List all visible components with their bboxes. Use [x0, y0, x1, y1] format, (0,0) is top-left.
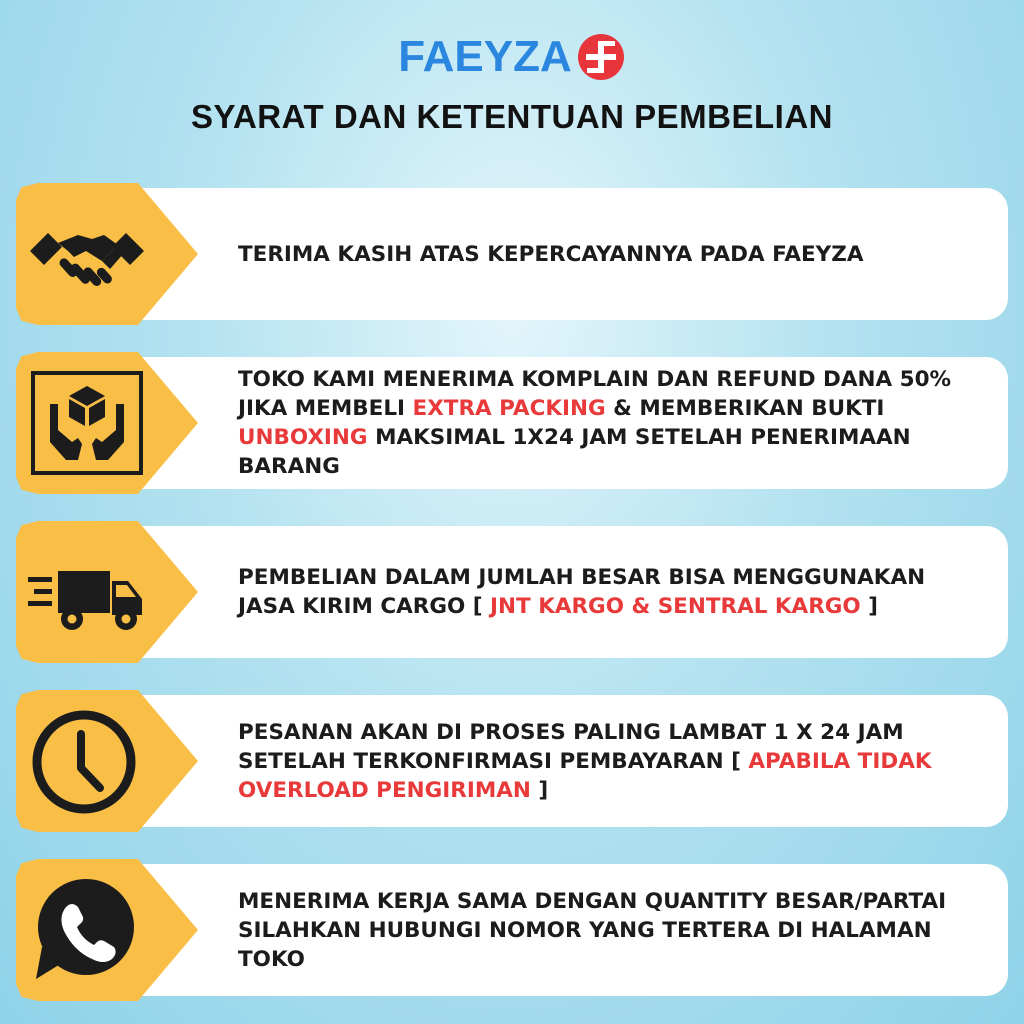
terms-text: [238, 352, 988, 494]
brand-name: FAEYZA: [398, 32, 572, 81]
terms-item-5: [16, 859, 1008, 1001]
terms-text-segment: MAKSIMAL 1X24 JAM SETELAH PENERIMAAN BARANG: [238, 425, 911, 479]
terms-highlight: EXTRA PACKING: [412, 396, 606, 421]
terms-item-1: [16, 183, 1008, 325]
terms-text-segment: PEMBELIAN DALAM JUMLAH BESAR BISA MENGGUNAKAN JASA KIRIM CARGO [: [238, 565, 926, 619]
terms-text-segment: ]: [860, 594, 878, 619]
terms-text: [238, 690, 988, 832]
terms-highlight: APABILA TIDAK OVERLOAD PENGIRIMAN: [238, 748, 932, 803]
terms-item-2: [16, 352, 1008, 494]
handshake-icon: [28, 199, 146, 309]
terms-item-4: [16, 690, 1008, 832]
terms-text-segment: PESANAN AKAN DI PROSES PALING LAMBAT 1 X 24 JAM SETELAH TERKONFIRMASI PEMBAYARAN [: [238, 719, 904, 774]
terms-text-segment: MENERIMA KERJA SAMA DENGAN QUANTITY BESAR/PARTAI SILAHKAN HUBUNGI NOMOR YANG TERTERA DI HALAMAN TOKO: [238, 888, 947, 972]
terms-text-segment: TOKO KAMI MENERIMA KOMPLAIN DAN REFUND DANA 50% JIKA MEMBELI: [238, 367, 952, 421]
terms-text: [238, 859, 988, 1001]
page-title: SYARAT DAN KETENTUAN PEMBELIAN: [190, 98, 834, 135]
terms-item-3: [16, 521, 1008, 663]
terms-text-segment: TERIMA KASIH ATAS KEPERCAYANNYA PADA FAEYZA: [238, 241, 864, 267]
terms-text-segment: ]: [530, 777, 549, 803]
delivery-truck-icon: [28, 537, 146, 647]
terms-text-segment: & MEMBERIKAN BUKTI: [605, 396, 885, 421]
terms-highlight: JNT KARGO & SENTRAL KARGO: [490, 594, 861, 619]
brand-header: [0, 32, 1024, 82]
clock-icon: [28, 706, 146, 816]
brand-logo-icon: [576, 32, 626, 82]
terms-text: [238, 521, 988, 663]
terms-highlight: UNBOXING: [238, 425, 368, 450]
handle-with-care-icon: [28, 368, 146, 478]
whatsapp-icon: [28, 875, 146, 985]
terms-text: [238, 183, 988, 325]
